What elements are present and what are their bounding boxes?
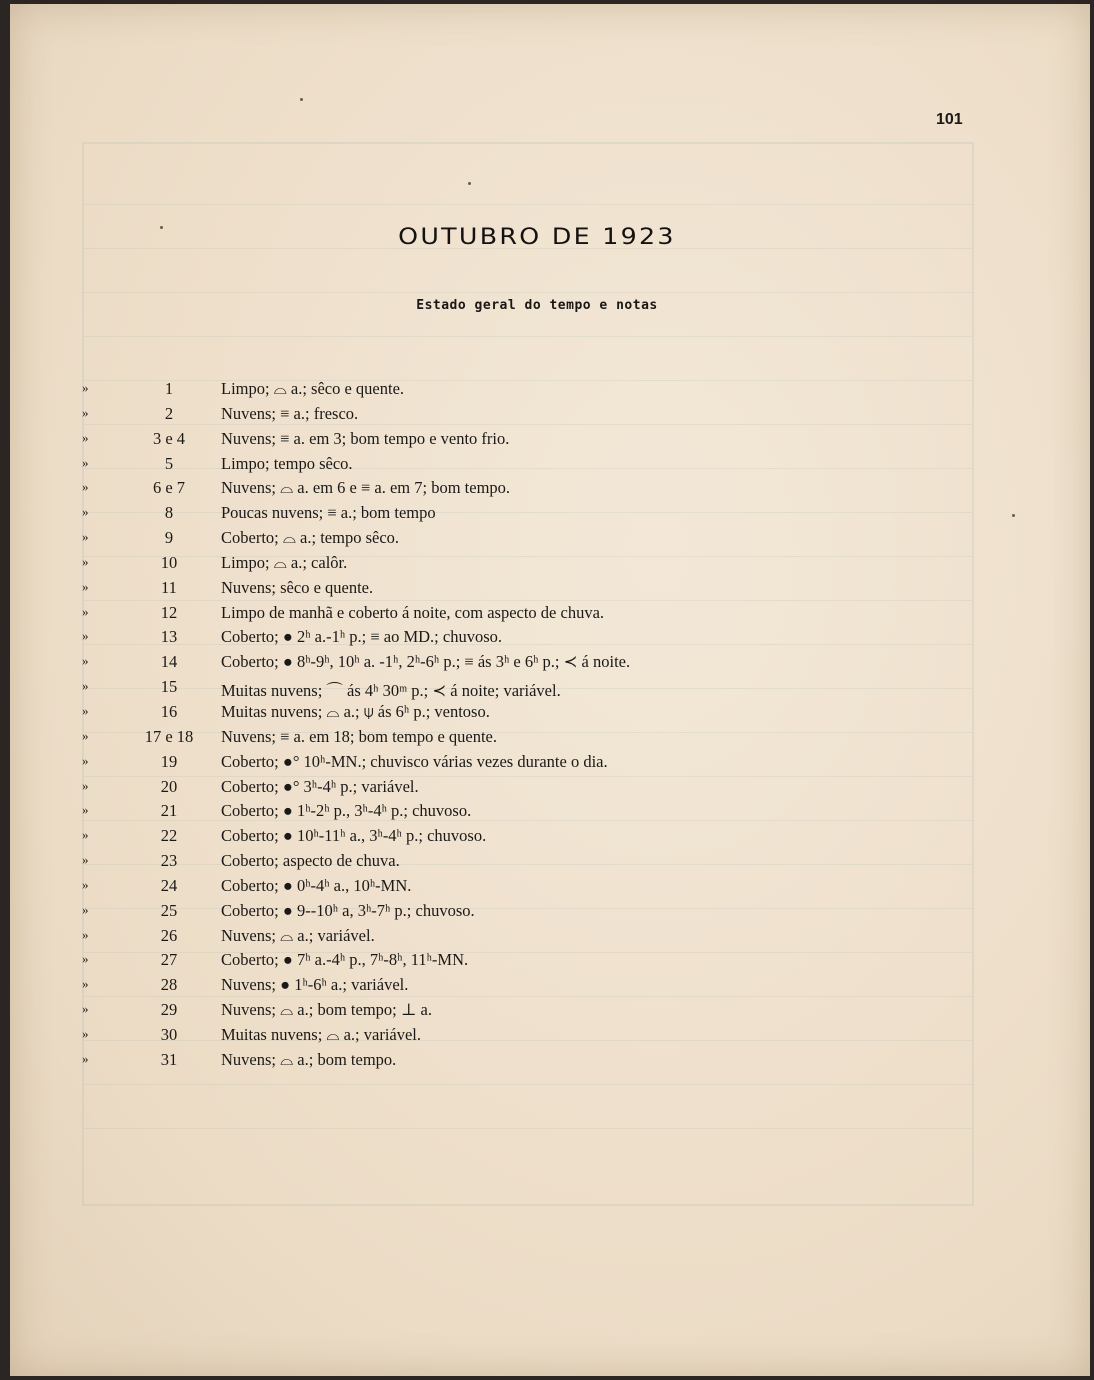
bleed-through-line: [84, 1128, 972, 1129]
ditto-mark: »: [82, 678, 89, 694]
ditto-mark: »: [82, 752, 89, 768]
weather-note: Limpo de manhã e coberto á noite, com aspecto de chuva.: [221, 602, 605, 622]
day-label: 25: [160, 900, 178, 920]
list-item: [10, 475, 1090, 500]
list-item: [10, 1022, 1090, 1047]
day-label: 27: [160, 950, 178, 970]
ditto-mark: »: [82, 429, 89, 445]
bleed-through-line: [84, 292, 972, 293]
list-item: [10, 947, 1090, 972]
day-label: 30: [160, 1024, 178, 1044]
weather-note: Nuvens; sêco e quente.: [221, 577, 374, 597]
ditto-mark: »: [82, 852, 89, 868]
ditto-mark: »: [82, 653, 89, 669]
list-item: [10, 575, 1090, 600]
list-item: [10, 376, 1090, 401]
day-label: 24: [160, 875, 178, 895]
weather-note: Coberto; aspecto de chuva.: [221, 851, 400, 871]
weather-note: Nuvens; ≡ a.; fresco.: [221, 403, 359, 423]
day-label: 31: [160, 1049, 178, 1069]
weather-note: Nuvens; ⌓ a.; bom tempo.: [221, 1049, 397, 1069]
document-page: [10, 4, 1090, 1376]
weather-note: Coberto; ● 9--10ʰ a, 3ʰ-7ʰ p.; chuvoso.: [221, 900, 475, 920]
paper-speck: [468, 182, 471, 185]
weather-note: Muitas nuvens; ⌓ a.; variável.: [221, 1024, 422, 1044]
bleed-through-line: [84, 204, 972, 205]
weather-note: Nuvens; ≡ a. em 3; bom tempo e vento frio.: [221, 428, 510, 448]
day-label: 11: [161, 577, 177, 597]
ditto-mark: »: [82, 479, 89, 495]
ditto-mark: »: [82, 976, 89, 992]
weather-note: Coberto; ● 2ʰ a.-1ʰ p.; ≡ ao MD.; chuvoso.: [221, 627, 503, 647]
ditto-mark: »: [82, 802, 89, 818]
bleed-through-line: [84, 336, 972, 337]
day-label: 26: [160, 925, 178, 945]
list-item: [10, 997, 1090, 1022]
list-item: [10, 798, 1090, 823]
weather-note: Coberto; ● 1ʰ-2ʰ p., 3ʰ-4ʰ p.; chuvoso.: [221, 801, 472, 821]
weather-note: Nuvens; ● 1ʰ-6ʰ a.; variável.: [221, 975, 409, 995]
list-item: [10, 525, 1090, 550]
weather-note: Coberto; ⌓ a.; tempo sêco.: [221, 528, 400, 548]
day-label: 17 e 18: [144, 726, 194, 746]
ditto-mark: »: [82, 553, 89, 569]
ditto-mark: »: [82, 380, 89, 395]
weather-note: Coberto; ●° 3ʰ-4ʰ p.; variável.: [221, 776, 419, 796]
ditto-mark: »: [82, 454, 89, 470]
day-label: 5: [164, 453, 174, 473]
day-label: 3 e 4: [152, 428, 186, 448]
ditto-mark: »: [82, 702, 89, 718]
weather-note: Coberto; ● 8ʰ-9ʰ, 10ʰ a. -1ʰ, 2ʰ-6ʰ p.; ≡ ás 3ʰ e 6ʰ p.; ≺ á noite.: [221, 652, 631, 672]
list-item: [10, 550, 1090, 575]
list-item: [10, 401, 1090, 426]
list-item: [10, 972, 1090, 997]
weather-note: Nuvens; ⌓ a.; bom tempo; ⊥ a.: [221, 1000, 432, 1020]
ditto-mark: »: [82, 1001, 89, 1017]
ditto-mark: »: [82, 777, 89, 793]
list-item: [10, 451, 1090, 476]
ditto-mark: »: [82, 529, 89, 545]
list-item: [10, 749, 1090, 774]
list-item: [10, 500, 1090, 525]
ditto-mark: »: [82, 827, 89, 843]
list-item: [10, 1047, 1090, 1072]
day-label: 23: [160, 851, 178, 871]
weather-note: Limpo; ⌓ a.; calôr.: [221, 552, 348, 572]
ditto-mark: »: [82, 951, 89, 967]
weather-note: Nuvens; ⌓ a.; variável.: [221, 925, 375, 945]
day-label: 28: [160, 975, 178, 995]
weather-note: Muitas nuvens; ⌓ a.; ⍦ ás 6ʰ p.; ventoso.: [221, 701, 490, 721]
ditto-mark: »: [82, 628, 89, 644]
ditto-mark: »: [82, 404, 89, 420]
section-subtitle: Estado geral do tempo e notas: [416, 298, 658, 313]
page-title: OUTUBRO DE 1923: [398, 225, 676, 250]
day-label: 8: [164, 503, 174, 523]
weather-note: Limpo; ⌓ a.; sêco e quente.: [221, 379, 405, 398]
day-label: 21: [160, 801, 178, 821]
day-label: 12: [160, 602, 178, 622]
ditto-mark: »: [82, 1025, 89, 1041]
list-item: [10, 600, 1090, 625]
list-item: [10, 873, 1090, 898]
day-label: 14: [160, 652, 178, 672]
list-item: [10, 774, 1090, 799]
ditto-mark: »: [82, 504, 89, 520]
bleed-through-line: [84, 1084, 972, 1085]
weather-notes-list: [10, 376, 1090, 1072]
list-item: [10, 898, 1090, 923]
day-label: 1: [164, 379, 174, 398]
weather-note: Coberto; ● 7ʰ a.-4ʰ p., 7ʰ-8ʰ, 11ʰ-MN.: [221, 950, 469, 970]
list-item: [10, 923, 1090, 948]
ditto-mark: »: [82, 926, 89, 942]
day-label: 22: [160, 826, 178, 846]
ditto-mark: »: [82, 603, 89, 619]
day-label: 2: [164, 403, 174, 423]
ditto-mark: »: [82, 727, 89, 743]
weather-note: Muitas nuvens; ⌒ ás 4ʰ 30ᵐ p.; ≺ á noite; variável.: [221, 681, 561, 701]
day-label: 10: [160, 552, 178, 572]
weather-note: Coberto; ●° 10ʰ-MN.; chuvisco várias vezes durante o dia.: [221, 751, 608, 771]
list-item: [10, 823, 1090, 848]
day-label: 20: [160, 776, 178, 796]
list-item: [10, 624, 1090, 649]
day-label: 19: [160, 751, 178, 771]
ditto-mark: »: [82, 1050, 89, 1066]
list-item: [10, 649, 1090, 674]
day-label: 6 e 7: [152, 478, 186, 498]
ditto-mark: »: [82, 578, 89, 594]
weather-note: Nuvens; ⌓ a. em 6 e ≡ a. em 7; bom tempo.: [221, 478, 511, 498]
list-item: [10, 724, 1090, 749]
day-label: 15: [160, 677, 178, 697]
list-item: [10, 699, 1090, 724]
day-label: 16: [160, 701, 178, 721]
weather-note: Limpo; tempo sêco.: [221, 453, 353, 473]
weather-note: Poucas nuvens; ≡ a.; bom tempo: [221, 503, 436, 523]
day-label: 29: [160, 1000, 178, 1020]
paper-speck: [300, 98, 303, 101]
ditto-mark: »: [82, 901, 89, 917]
day-label: 13: [160, 627, 178, 647]
day-label: 9: [164, 528, 174, 548]
list-item: [10, 674, 1090, 699]
list-item: [10, 848, 1090, 873]
page-number: 101: [936, 111, 963, 128]
list-item: [10, 426, 1090, 451]
weather-note: Coberto; ● 0ʰ-4ʰ a., 10ʰ-MN.: [221, 875, 412, 895]
ditto-mark: »: [82, 876, 89, 892]
weather-note: Coberto; ● 10ʰ-11ʰ a., 3ʰ-4ʰ p.; chuvoso.: [221, 826, 487, 846]
weather-note: Nuvens; ≡ a. em 18; bom tempo e quente.: [221, 726, 497, 746]
